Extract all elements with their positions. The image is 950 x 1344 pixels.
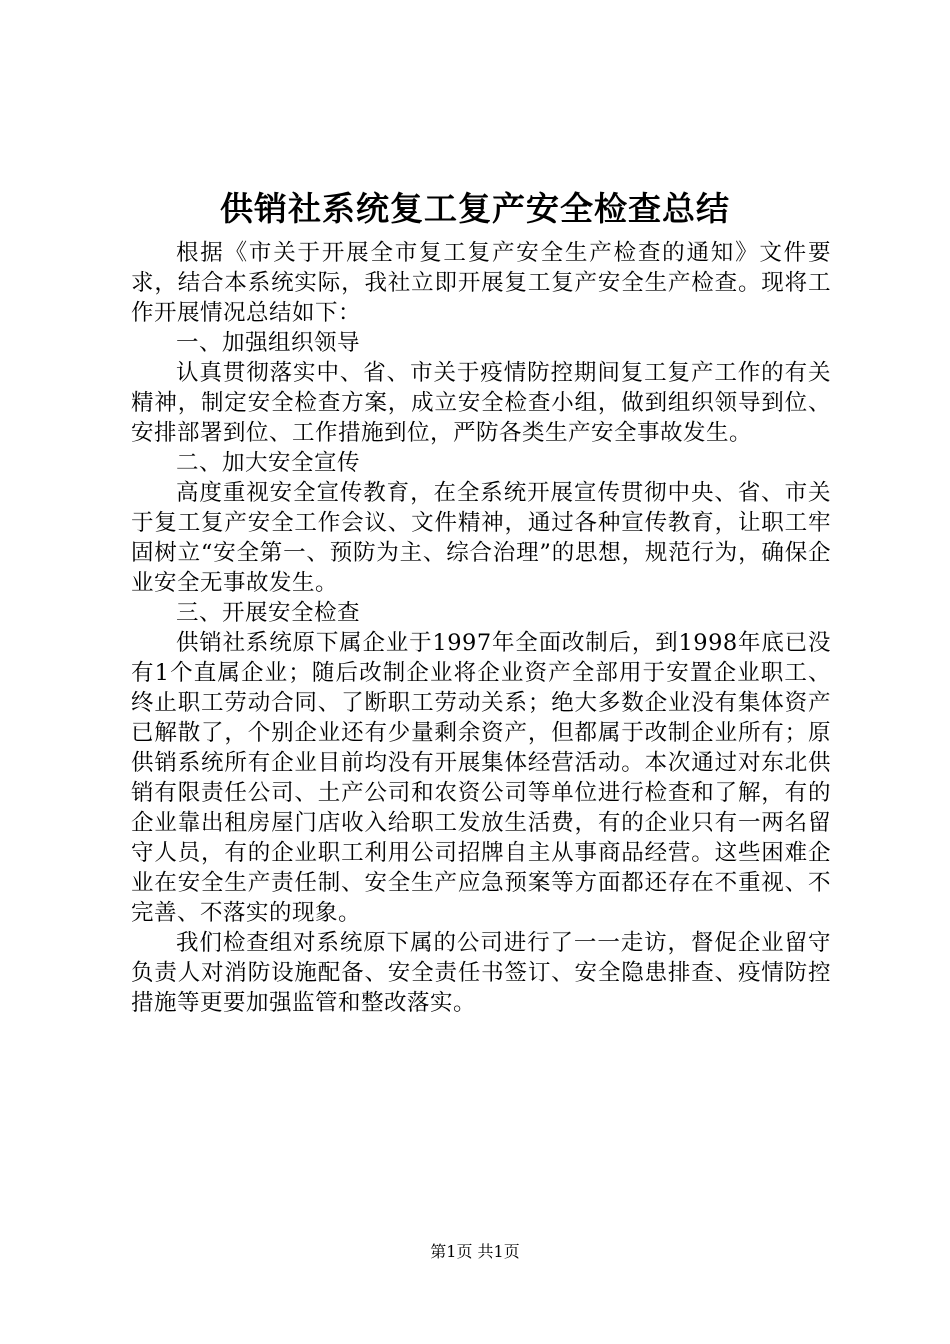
- section-1-paragraph-1: 认真贯彻落实中、省、市关于疫情防控期间复工复产工作的有关精神，制定安全检查方案，成立安全检查小组，做到组织领导到位、安排部署到位、工作措施到位，严防各类生产安全事故发生。: [131, 360, 831, 446]
- intro-paragraph: 根据《市关于开展全市复工复产安全生产检查的通知》文件要求，结合本系统实际，我社立即开展复工复产安全生产检查。现将工作开展情况总结如下：: [131, 240, 831, 326]
- section-heading-2: 二、加大安全宣传: [176, 450, 361, 476]
- section-2-paragraph-1: 高度重视安全宣传教育，在全系统开展宣传贯彻中央、省、市关于复工复产安全工作会议、文件精神，通过各种宣传教育，让职工牢固树立“安全第一、预防为主、综合治理”的思想，规范行为，确保企业安全无事故发生。: [131, 480, 831, 596]
- section-3-paragraph-2: 我们检查组对系统原下属的公司进行了一一走访，督促企业留守负责人对消防设施配备、安全责任书签订、安全隐患排查、疫情防控措施等更要加强监管和整改落实。: [131, 930, 831, 1016]
- section-3-paragraph-1: 供销社系统原下属企业于1997年全面改制后，到1998年底已没有1个直属企业；随后改制企业将企业资产全部用于安置企业职工、终止职工劳动合同、了断职工劳动关系；绝大多数企业没有集体资产已解散了，个别企业还有少量剩余资产，但都属于改制企业所有；原供销系统所有企业目前均没有开展集体经营活动。本次通过对东北供销有限责任公司、土产公司和农资公司等单位进行检查和了解，有的企业靠出租房屋门店收入给职工发放生活费，有的企业只有一两名留守人员，有的企业职工利用公司招牌自主从事商品经营。这些困难企业在安全生产责任制、安全生产应急预案等方面都还存在不重视、不完善、不落实的现象。: [131, 630, 831, 926]
- section-heading-1: 一、加强组织领导: [176, 330, 361, 356]
- document-body: [131, 238, 831, 1018]
- section-heading-3: 三、开展安全检查: [176, 600, 361, 626]
- page-footer: 第1页 共1页: [430, 1242, 520, 1261]
- document-title: 供销社系统复工复产安全检查总结: [220, 189, 730, 228]
